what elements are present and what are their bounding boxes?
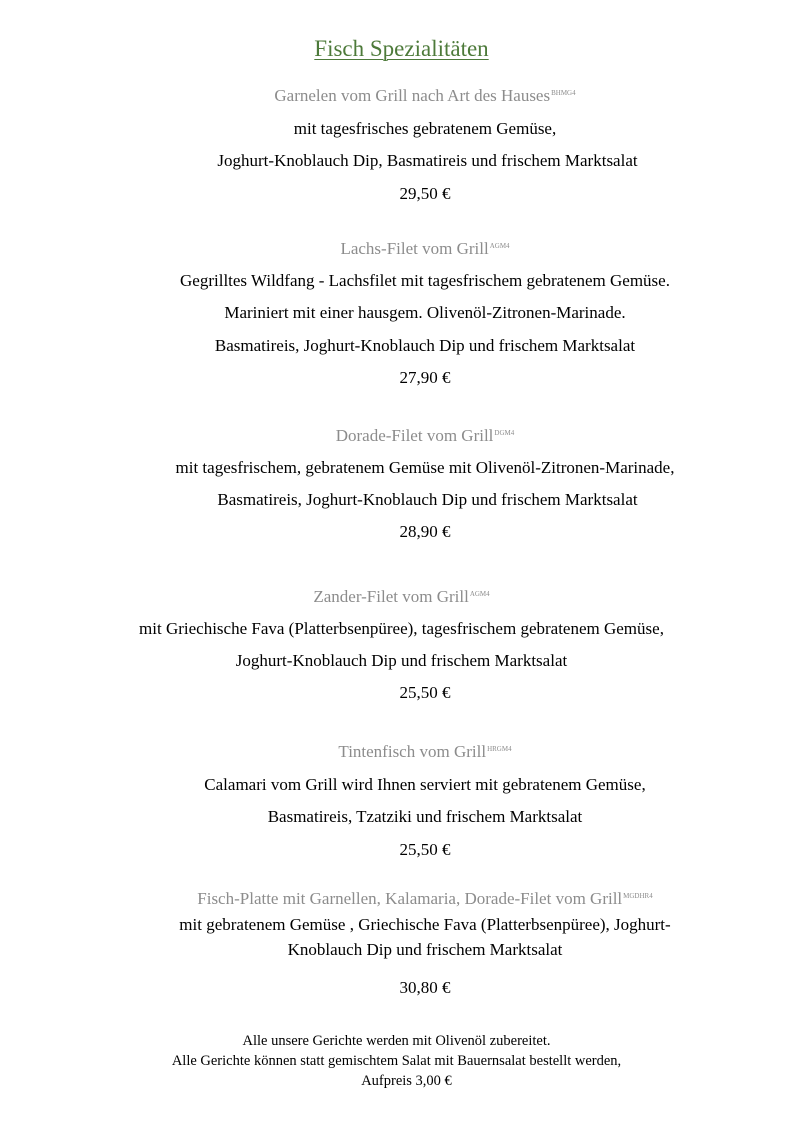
allergen-code: HRGM4	[487, 745, 512, 753]
dish-description-line: Basmatireis, Tzatziki und frischem Marktsalat	[267, 807, 583, 826]
dish-name-text: Lachs-Filet vom Grill	[340, 239, 489, 258]
dish-price: 27,90 €	[399, 368, 451, 387]
dish-description-line: mit Griechische Fava (Platterbsenpüree), tagesfrischem gebratenem Gemüse,	[139, 619, 664, 638]
dish-price: 30,80 €	[399, 978, 451, 997]
dish-name	[0, 86, 793, 106]
dish-description-line: Basmatireis, Joghurt-Knoblauch Dip und frischem Marktsalat	[214, 336, 636, 355]
dish-description-line: mit gebratenem Gemüse , Griechische Fava (Platterbsenpüree), Joghurt-	[179, 915, 671, 934]
allergen-code: BHMG4	[551, 89, 576, 97]
dish-description-line: Basmatireis, Joghurt-Knoblauch Dip und frischem Marktsalat	[217, 490, 638, 509]
dish-price: 25,50 €	[399, 840, 451, 859]
dish-name	[0, 239, 793, 259]
dish-name-text: Dorade-Filet vom Grill	[335, 426, 494, 445]
allergen-code: DGM4	[494, 429, 515, 437]
footer-note: Aufpreis 3,00 €	[361, 1073, 452, 1089]
allergen-code: AGM4	[489, 242, 510, 250]
dish-name-text: Zander-Filet vom Grill	[313, 587, 469, 606]
dish-price: 25,50 €	[399, 683, 451, 702]
dish-name	[0, 426, 793, 446]
page-title: Fisch Spezialitäten	[314, 36, 489, 61]
dish-name	[0, 742, 793, 762]
dish-name	[0, 587, 793, 607]
allergen-code: MGDHR4	[623, 892, 653, 900]
dish-description-line: Joghurt-Knoblauch Dip, Basmatireis und frischem Marktsalat	[217, 151, 638, 170]
dish-description-line: Gegrilltes Wildfang - Lachsfilet mit tagesfrischem gebratenem Gemüse.	[180, 271, 670, 290]
dish-name-text: Garnelen vom Grill nach Art des Hauses	[274, 86, 551, 105]
dish-price: 29,50 €	[399, 184, 451, 203]
footer-note: Alle unsere Gerichte werden mit Olivenöl zubereitet.	[242, 1033, 551, 1049]
dish-name	[0, 889, 793, 909]
dish-name-text: Tintenfisch vom Grill	[338, 742, 487, 761]
dish-description-line: mit tagesfrischem, gebratenem Gemüse mit Olivenöl-Zitronen-Marinade,	[175, 458, 675, 477]
dish-description-line: mit tagesfrisches gebratenem Gemüse,	[293, 119, 557, 138]
dish-description-line: Calamari vom Grill wird Ihnen serviert mit gebratenem Gemüse,	[204, 775, 646, 794]
allergen-code: AGM4	[469, 590, 490, 598]
footer-note: Alle Gerichte können statt gemischtem Salat mit Bauernsalat bestellt werden,	[171, 1053, 622, 1069]
dish-description-line: Knoblauch Dip und frischem Marktsalat	[287, 940, 563, 959]
dish-description-line: Mariniert mit einer hausgem. Olivenöl-Zitronen-Marinade.	[224, 303, 626, 322]
dish-description-line: Joghurt-Knoblauch Dip und frischem Marktsalat	[235, 651, 568, 670]
dish-name-text: Fisch-Platte mit Garnellen, Kalamaria, Dorade-Filet vom Grill	[197, 889, 623, 908]
dish-price: 28,90 €	[399, 522, 451, 541]
